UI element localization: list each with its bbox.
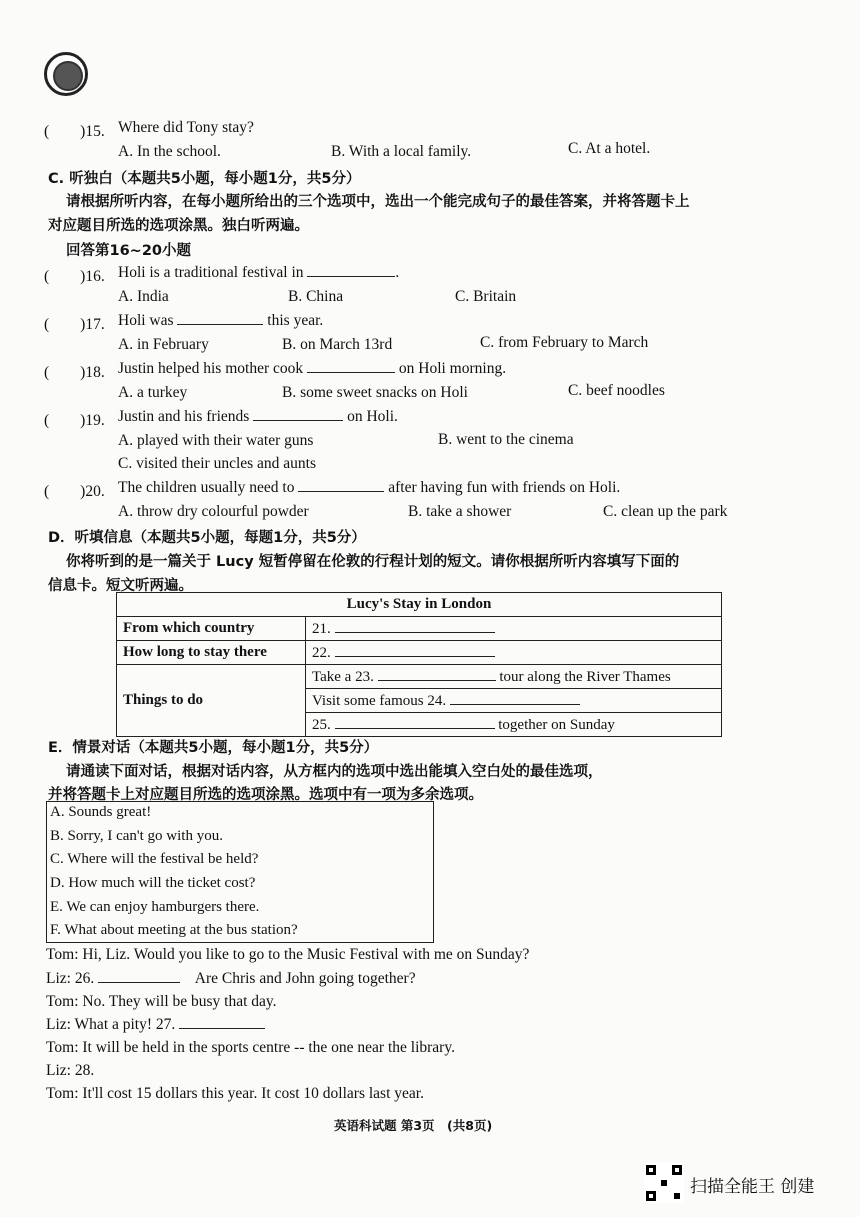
q18-option-b: B. some sweet snacks on Holi — [282, 384, 468, 401]
section-e-instruction-1: 请通读下面对话，根据对话内容，从方框内的选项中选出能填入空白处的最佳选项， — [66, 764, 603, 780]
q20-option-c: C. clean up the park — [603, 503, 728, 520]
option-a: A. Sounds great! — [50, 804, 152, 820]
q18-stem: Justin helped his mother cook on Holi morning. — [118, 360, 507, 377]
q18-option-a: A. a turkey — [118, 384, 188, 401]
row-country-label: From which country — [117, 617, 306, 641]
q19-option-b: B. went to the cinema — [438, 431, 574, 448]
q17-option-b: B. on March 13rd — [282, 336, 393, 353]
q20-number: ( )20. — [44, 483, 105, 500]
dialog-line-3: Tom: No. They will be busy that day. — [46, 993, 277, 1010]
q19-option-a: A. played with their water guns — [118, 432, 314, 449]
option-d: D. How much will the ticket cost? — [50, 875, 256, 891]
section-c-subtitle: 回答第16~20小题 — [66, 243, 192, 259]
q15-number: ( )15. — [44, 123, 105, 140]
section-d-instruction-2: 信息卡。短文听两遍。 — [48, 578, 193, 594]
thing-1: Take a 23. tour along the River Thames — [306, 665, 722, 689]
qr-code-icon — [644, 1163, 684, 1203]
section-e-title: E．情景对话（本题共5小题，每小题1分，共5分） — [48, 740, 379, 756]
q19-option-c: C. visited their uncles and aunts — [118, 455, 317, 472]
option-b: B. Sorry, I can't go with you. — [50, 828, 223, 844]
option-c: C. Where will the festival be held? — [50, 851, 259, 867]
dialog-line-6: Liz: 28. — [46, 1062, 95, 1079]
q15-option-c: C. At a hotel. — [568, 140, 651, 157]
dialog-line-7: Tom: It'll cost 15 dollars this year. It cost 10 dollars last year. — [46, 1085, 424, 1102]
section-c-instruction-2: 对应题目所选的选项涂黑。独白听两遍。 — [48, 218, 309, 234]
section-c-title: C. 听独白（本题共5小题，每小题1分，共5分） — [48, 171, 361, 187]
section-d-instruction-1: 你将听到的是一篇关于 Lucy 短暂停留在伦敦的行程计划的短文。请你根据所听内容填写下面的 — [66, 554, 680, 570]
q16-option-a: A. India — [118, 288, 169, 305]
q15-option-b: B. With a local family. — [331, 143, 472, 160]
thing-3: 25. together on Sunday — [306, 713, 722, 737]
thing-2: Visit some famous 24. — [306, 689, 722, 713]
q16-option-b: B. China — [288, 288, 344, 305]
q19-number: ( )19. — [44, 412, 105, 429]
section-c-instruction-1: 请根据所听内容，在每小题所给出的三个选项中，选出一个能完成句子的最佳答案，并将答题卡上 — [66, 194, 690, 210]
q20-option-b: B. take a shower — [408, 503, 512, 520]
option-f: F. What about meeting at the bus station? — [50, 922, 298, 938]
q17-number: ( )17. — [44, 316, 105, 333]
section-e-instruction-2: 并将答题卡上对应题目所选的选项涂黑。选项中有一项为多余选项。 — [48, 787, 483, 803]
q16-stem: Holi is a traditional festival in . — [118, 264, 400, 281]
row-country-value: 21. — [306, 617, 722, 641]
q16-number: ( )16. — [44, 268, 105, 285]
q17-option-c: C. from February to March — [480, 334, 649, 351]
dialog-line-4: Liz: What a pity! 27. — [46, 1016, 265, 1034]
q17-option-a: A. in February — [118, 336, 209, 353]
dialog-line-5: Tom: It will be held in the sports centre -- the one near the library. — [46, 1039, 455, 1056]
q20-option-a: A. throw dry colourful powder — [118, 503, 309, 520]
q16-option-c: C. Britain — [455, 288, 517, 305]
school-seal-icon — [44, 52, 88, 96]
q18-number: ( )18. — [44, 364, 105, 381]
q20-stem: The children usually need to after having fun with friends on Holi. — [118, 479, 621, 496]
q15-stem: Where did Tony stay? — [118, 119, 254, 136]
info-card-table — [116, 592, 722, 737]
q18-option-c: C. beef noodles — [568, 382, 665, 399]
q17-stem: Holi was this year. — [118, 312, 324, 329]
q19-stem: Justin and his friends on Holi. — [118, 408, 398, 425]
dialog-line-1: Tom: Hi, Liz. Would you like to go to the Music Festival with me on Sunday? — [46, 946, 530, 963]
section-d-title: D．听填信息（本题共5小题，每题1分，共5分） — [48, 530, 366, 546]
row-things-label: Things to do — [117, 665, 306, 737]
dialog-line-2: Liz: 26. Are Chris and John going together? — [46, 970, 416, 987]
option-e: E. We can enjoy hamburgers there. — [50, 899, 260, 915]
options-box — [46, 801, 434, 943]
info-card-header: Lucy's Stay in London — [117, 593, 722, 617]
watermark-text: 扫描全能王 创建 — [690, 1177, 815, 1197]
row-duration-label: How long to stay there — [117, 641, 306, 665]
q15-option-a: A. In the school. — [118, 143, 221, 160]
row-duration-value: 22. — [306, 641, 722, 665]
page-footer: 英语科试题 第3页 (共8页) — [334, 1118, 493, 1133]
